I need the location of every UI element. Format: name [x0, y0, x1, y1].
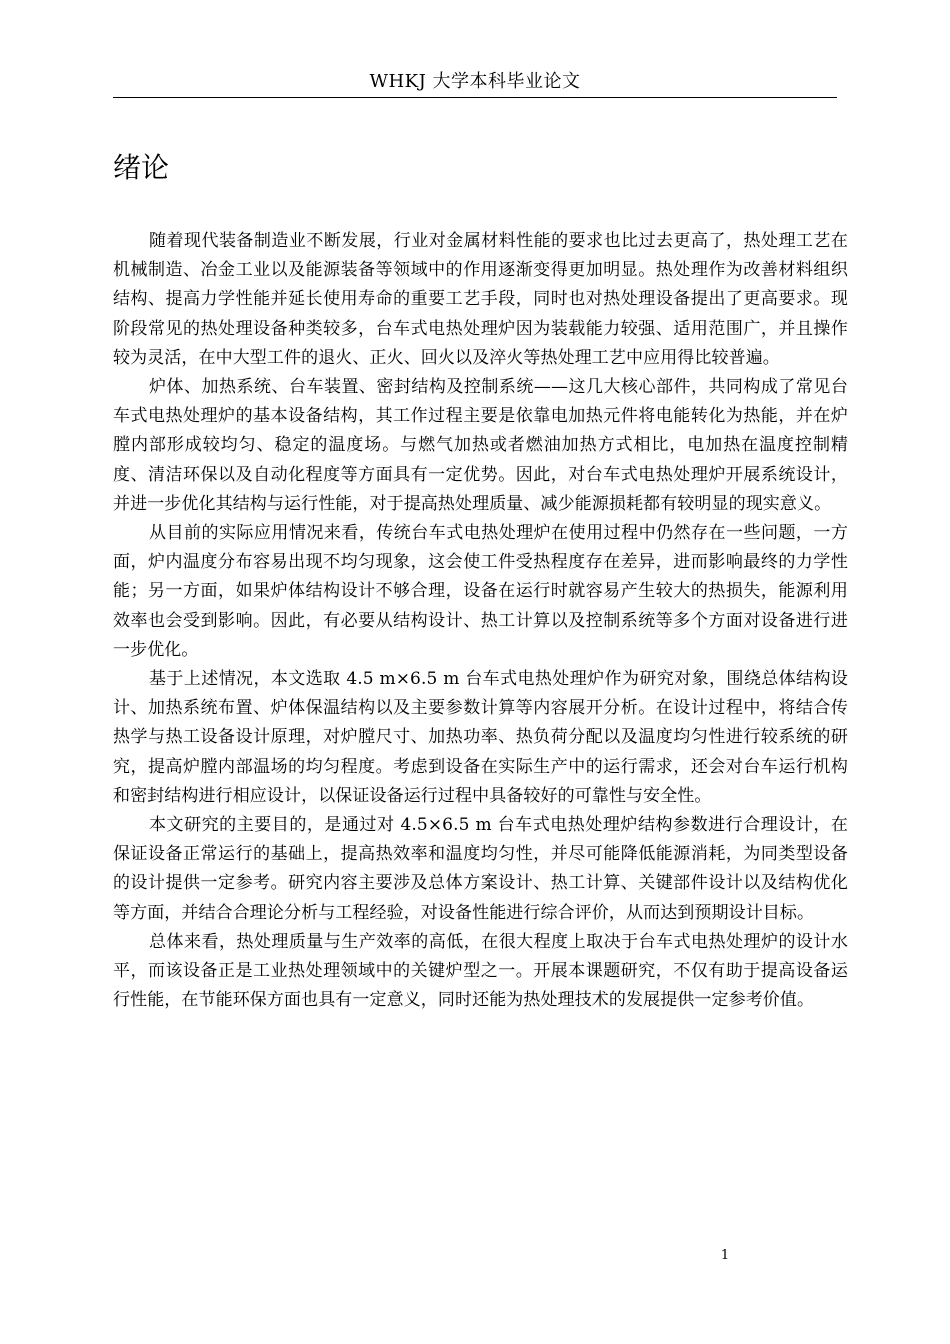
page-number: 1 [720, 1248, 730, 1263]
paragraph-5: 本文研究的主要目的，是通过对 4.5×6.5 m 台车式电热处理炉结构参数进行合理设计，在保证设备正常运行的基础上，提高热效率和温度均匀性，并尽可能降低能源消耗，为同类型设备的设计提供一定参考。研究内容主要涉及总体方案设计、热工计算、关键部件设计以及结构优化等方面，并结合合理论分析与工程经验，对设备性能进行综合评价，从而达到预期设计目标。 [113, 815, 848, 923]
page-number-footer [0, 1248, 731, 1264]
chapter-title: 绪论 [113, 151, 170, 184]
running-header: WHKJ 大学本科毕业论文 [369, 71, 581, 92]
paragraph-3: 从目前的实际应用情况来看，传统台车式电热处理炉在使用过程中仍然存在一些问题，一方面，炉内温度分布容易出现不均匀现象，这会使工件受热程度存在差异，进而影响最终的力学性能；另一方面，如果炉体结构设计不够合理，设备在运行时就容易产生较大的热损失，能源利用效率也会受到影响。因此，有必要从结构设计、热工计算以及控制系统等多个方面对设备进行进一步优化。 [113, 523, 848, 660]
paragraph-1: 随着现代装备制造业不断发展，行业对金属材料性能的要求也比过去更高了，热处理工艺在机械制造、冶金工业以及能源装备等领域中的作用逐渐变得更加明显。热处理作为改善材料组织结构、提高力学性能并延长使用寿命的重要工艺手段，同时也对热处理设备提出了更高要求。现阶段常见的热处理设备种类较多，台车式电热处理炉因为装载能力较强、适用范围广，并且操作较为灵活，在中大型工件的退火、正火、回火以及淬火等热处理工艺中应用得比较普遍。 [113, 231, 848, 368]
header-rule [113, 97, 837, 98]
paragraph-2: 炉体、加热系统、台车装置、密封结构及控制系统——这几大核心部件，共同构成了常见台车式电热处理炉的基本设备结构，其工作过程主要是依靠电加热元件将电能转化为热能，并在炉膛内部形成较均匀、稳定的温度场。与燃气加热或者燃油加热方式相比，电加热在温度控制精度、清洁环保以及自动化程度等方面具有一定优势。因此，对台车式电热处理炉开展系统设计，并进一步优化其结构与运行性能，对于提高热处理质量、减少能源损耗都有较明显的现实意义。 [113, 377, 848, 514]
paragraph-6: 总体来看，热处理质量与生产效率的高低，在很大程度上取决于台车式电热处理炉的设计水平，而该设备正是工业热处理领域中的关键炉型之一。开展本课题研究，不仅有助于提高设备运行性能，在节能环保方面也具有一定意义，同时还能为热处理技术的发展提供一定参考价值。 [113, 931, 848, 1011]
paragraph-4: 基于上述情况，本文选取 4.5 m×6.5 m 台车式电热处理炉作为研究对象，围绕总体结构设计、加热系统布置、炉体保温结构以及主要参数计算等内容展开分析。在设计过程中，将结合传热学与热工设备设计原理，对炉膛尺寸、加热功率、热负荷分配以及温度均匀性进行较系统的研究，提高炉膛内部温场的均匀程度。考虑到设备在实际生产中的运行需求，还会对台车运行机构和密封结构进行相应设计，以保证设备运行过程中具备较好的可靠性与安全性。 [113, 669, 848, 806]
body-text [113, 227, 848, 1015]
